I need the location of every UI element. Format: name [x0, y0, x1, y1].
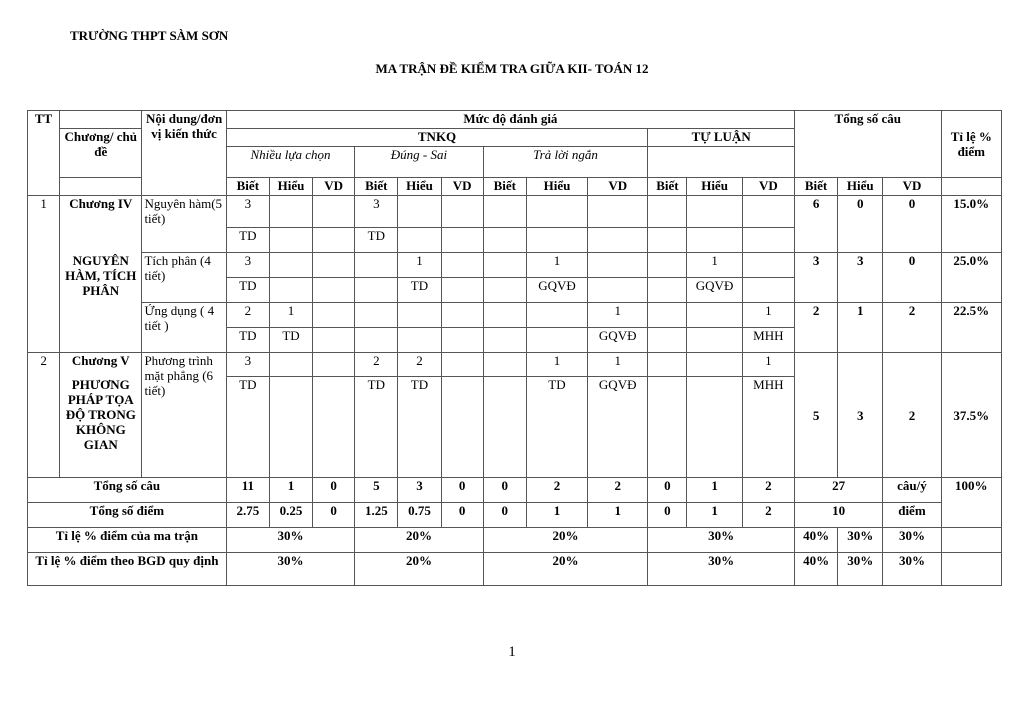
header-blank: [60, 111, 142, 129]
cell: [269, 278, 312, 303]
cell: TD: [226, 328, 269, 353]
percent-cell: 15.0%: [941, 196, 1001, 253]
header-tnkq: TNKQ: [226, 129, 648, 147]
cell: [355, 328, 398, 353]
cell: [398, 328, 441, 353]
cell: [526, 303, 587, 328]
level-cell: Hiểu: [687, 178, 742, 196]
summary-unit: điểm: [883, 503, 941, 528]
cell: 0: [441, 478, 483, 503]
table-row: [28, 253, 1002, 278]
cell: 1: [742, 303, 794, 328]
cell: 1: [588, 353, 648, 377]
cell: [526, 328, 587, 353]
header-chuong: Chương/ chủ đề: [60, 129, 142, 178]
cell: [269, 377, 312, 478]
cell: 3: [226, 353, 269, 377]
cell: TD: [398, 377, 441, 478]
cell: [687, 228, 742, 253]
cell: 30%: [226, 553, 354, 586]
cell: [588, 228, 648, 253]
cell: 11: [226, 478, 269, 503]
cell: [355, 303, 398, 328]
topic-phuong-trinh-mat-phang: Phương trình mặt phẳng (6 tiết): [142, 353, 226, 478]
cell: [313, 253, 355, 278]
cell: 3: [398, 478, 441, 503]
cell: 20%: [483, 528, 648, 553]
header-blank: [941, 111, 1001, 129]
summary-total: 27: [795, 478, 883, 503]
cell: 1: [687, 478, 742, 503]
cell: [313, 278, 355, 303]
cell: [742, 253, 794, 278]
cell: [483, 303, 526, 328]
cell: [648, 253, 687, 278]
header-mucdo: Mức độ đánh giá: [226, 111, 794, 129]
table-row: [28, 196, 1002, 228]
cell: 0.75: [398, 503, 441, 528]
cell: 2: [526, 478, 587, 503]
cell: 0: [648, 503, 687, 528]
cell: 0: [483, 503, 526, 528]
chapter-2-tt: 2: [28, 353, 60, 478]
total-cell: 1: [838, 303, 883, 353]
cell: [313, 377, 355, 478]
cell: 30%: [838, 528, 883, 553]
total-cell: 6: [795, 196, 838, 253]
cell: [398, 303, 441, 328]
level-cell: VD: [441, 178, 483, 196]
level-cell: Biết: [648, 178, 687, 196]
topic-ung-dung: Ứng dụng ( 4 tiết ): [142, 303, 226, 353]
topic-nguyen-ham: Nguyên hàm(5 tiết): [142, 196, 226, 253]
cell: 0: [648, 478, 687, 503]
cell: 30%: [838, 553, 883, 586]
cell: 1: [526, 353, 587, 377]
cell: MHH: [742, 377, 794, 478]
total-cell: 5: [795, 353, 838, 478]
summary-row-ti-le-bgd: [28, 553, 1002, 586]
cell: [687, 328, 742, 353]
cell: [441, 196, 483, 228]
cell: 2: [742, 478, 794, 503]
total-cell: 3: [795, 253, 838, 303]
cell: [313, 228, 355, 253]
cell: [687, 377, 742, 478]
level-cell: VD: [313, 178, 355, 196]
summary-label: Tổng số điểm: [28, 503, 227, 528]
percent-cell: 25.0%: [941, 253, 1001, 303]
cell: 0: [313, 503, 355, 528]
cell: [941, 553, 1001, 586]
cell: 2: [588, 478, 648, 503]
cell: [483, 228, 526, 253]
summary-row-tong-so-diem: [28, 503, 1002, 528]
chapter-2-topic: PHƯƠNG PHÁP TỌA ĐỘ TRONG KHÔNG GIAN: [60, 377, 142, 478]
cell: 1: [588, 503, 648, 528]
cell: 2: [226, 303, 269, 328]
cell: [483, 353, 526, 377]
cell: [441, 303, 483, 328]
cell: 0: [483, 478, 526, 503]
header-blank: [648, 147, 795, 178]
summary-label: Tổng số câu: [28, 478, 227, 503]
summary-percent: 100%: [941, 478, 1001, 528]
cell: [441, 353, 483, 377]
cell: [441, 253, 483, 278]
summary-label: Tỉ lệ % điểm của ma trận: [28, 528, 227, 553]
level-cell: Hiểu: [838, 178, 883, 196]
cell: 1: [269, 303, 312, 328]
header-tt: TT: [28, 111, 60, 196]
cell: [313, 328, 355, 353]
cell: [355, 278, 398, 303]
level-cell: VD: [588, 178, 648, 196]
header-tra-loi-ngan: Trả lời ngắn: [483, 147, 648, 178]
percent-cell: 37.5%: [941, 353, 1001, 478]
cell: [313, 303, 355, 328]
level-cell: VD: [742, 178, 794, 196]
header-row-1: [28, 111, 1002, 129]
header-blank: [941, 178, 1001, 196]
header-tuluan: TỰ LUẬN: [648, 129, 795, 147]
cell: TD: [269, 328, 312, 353]
level-cell: VD: [883, 178, 941, 196]
cell: [483, 278, 526, 303]
total-cell: 2: [883, 303, 941, 353]
cell: 30%: [226, 528, 354, 553]
cell: [441, 278, 483, 303]
cell: [687, 303, 742, 328]
table-row: [28, 303, 1002, 328]
cell: [313, 353, 355, 377]
header-tile: Tỉ lệ % điểm: [941, 129, 1001, 178]
cell: 3: [226, 253, 269, 278]
percent-cell: 22.5%: [941, 303, 1001, 353]
summary-total: 10: [795, 503, 883, 528]
summary-unit: câu/ý: [883, 478, 941, 503]
summary-row-ti-le-ma-tran: [28, 528, 1002, 553]
level-cell: Biết: [483, 178, 526, 196]
cell: [687, 353, 742, 377]
cell: 1: [269, 478, 312, 503]
cell: [648, 228, 687, 253]
cell: TD: [355, 377, 398, 478]
cell: 0.25: [269, 503, 312, 528]
total-cell: 3: [838, 353, 883, 478]
cell: 1.25: [355, 503, 398, 528]
level-cell: Biết: [226, 178, 269, 196]
cell: [526, 196, 587, 228]
cell: [441, 328, 483, 353]
cell: [398, 228, 441, 253]
cell: 2.75: [226, 503, 269, 528]
cell: [483, 328, 526, 353]
cell: 40%: [795, 528, 838, 553]
total-cell: 2: [883, 353, 941, 478]
cell: MHH: [742, 328, 794, 353]
cell: [269, 228, 312, 253]
cell: 5: [355, 478, 398, 503]
cell: [526, 228, 587, 253]
cell: GQVĐ: [588, 377, 648, 478]
level-cell: Hiểu: [269, 178, 312, 196]
cell: [588, 196, 648, 228]
cell: 0: [313, 478, 355, 503]
header-dung-sai: Đúng - Sai: [355, 147, 483, 178]
summary-row-tong-so-cau: [28, 478, 1002, 503]
cell: [648, 303, 687, 328]
cell: GQVĐ: [687, 278, 742, 303]
level-cell: Hiểu: [526, 178, 587, 196]
cell: 1: [398, 253, 441, 278]
cell: [483, 196, 526, 228]
total-cell: 0: [838, 196, 883, 253]
level-cell: Biết: [355, 178, 398, 196]
cell: 1: [742, 353, 794, 377]
cell: 1: [687, 503, 742, 528]
chapter-1-topic: NGUYÊN HÀM, TÍCH PHÂN: [60, 253, 142, 353]
header-nhieu-lua-chon: Nhiều lựa chọn: [226, 147, 354, 178]
cell: 30%: [648, 528, 795, 553]
cell: [398, 196, 441, 228]
cell: GQVĐ: [588, 328, 648, 353]
cell: [742, 228, 794, 253]
header-tongsocau: Tổng số câu: [795, 111, 942, 178]
cell: [648, 196, 687, 228]
header-noidung: Nội dung/đơn vị kiến thức: [142, 111, 226, 196]
cell: [648, 353, 687, 377]
cell: TD: [398, 278, 441, 303]
cell: 1: [526, 503, 587, 528]
cell: 1: [687, 253, 742, 278]
cell: [588, 253, 648, 278]
chapter-2-name: Chương V: [60, 353, 142, 377]
chapter-1-name: Chương IV: [60, 196, 142, 253]
total-cell: 3: [838, 253, 883, 303]
cell: 20%: [483, 553, 648, 586]
cell: 1: [588, 303, 648, 328]
cell: 2: [355, 353, 398, 377]
cell: 30%: [883, 528, 941, 553]
cell: [588, 278, 648, 303]
cell: [483, 253, 526, 278]
cell: [269, 196, 312, 228]
cell: 30%: [648, 553, 795, 586]
summary-label: Tỉ lệ % điểm theo BGD quy định: [28, 553, 227, 586]
total-cell: 0: [883, 196, 941, 253]
cell: [313, 196, 355, 228]
topic-tich-phan: Tích phân (4 tiết): [142, 253, 226, 303]
cell: [483, 377, 526, 478]
cell: TD: [526, 377, 587, 478]
total-cell: 0: [883, 253, 941, 303]
cell: TD: [226, 377, 269, 478]
level-cell: Biết: [795, 178, 838, 196]
cell: 20%: [355, 553, 483, 586]
level-cell: Hiểu: [398, 178, 441, 196]
cell: [648, 328, 687, 353]
cell: [269, 253, 312, 278]
cell: [742, 278, 794, 303]
cell: [648, 377, 687, 478]
cell: TD: [226, 228, 269, 253]
cell: GQVĐ: [526, 278, 587, 303]
cell: TD: [226, 278, 269, 303]
cell: [441, 377, 483, 478]
cell: 20%: [355, 528, 483, 553]
cell: 2: [742, 503, 794, 528]
cell: [441, 228, 483, 253]
header-blank: [60, 178, 142, 196]
cell: [742, 196, 794, 228]
cell: 40%: [795, 553, 838, 586]
cell: 0: [441, 503, 483, 528]
cell: [269, 353, 312, 377]
page-number: 1: [508, 644, 516, 660]
cell: [941, 528, 1001, 553]
assessment-matrix-table: [27, 110, 1002, 586]
cell: 3: [355, 196, 398, 228]
chapter-1-tt: 1: [28, 196, 60, 353]
cell: 2: [398, 353, 441, 377]
cell: TD: [355, 228, 398, 253]
cell: [648, 278, 687, 303]
school-name: TRƯỜNG THPT SÀM SƠN: [70, 28, 229, 43]
cell: 1: [526, 253, 587, 278]
cell: 30%: [883, 553, 941, 586]
table-row: [28, 353, 1002, 377]
total-cell: 2: [795, 303, 838, 353]
cell: [355, 253, 398, 278]
cell: 3: [226, 196, 269, 228]
cell: [687, 196, 742, 228]
document-title: MA TRẬN ĐỀ KIỂM TRA GIỮA KII- TOÁN 12: [375, 61, 649, 76]
